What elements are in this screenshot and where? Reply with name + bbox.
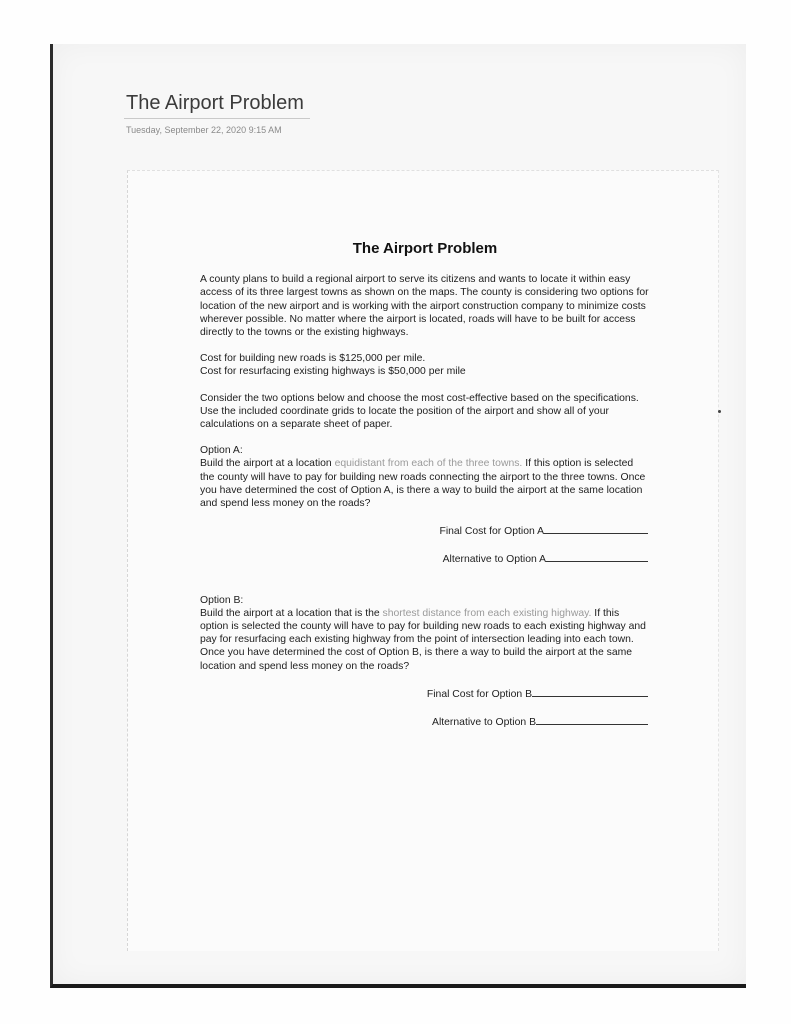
instructions-paragraph: Consider the two options below and choose the most cost-effective based on the specifications. Use the included coordinate grids to locate the position of the airport and show all of your calculations on a separate sheet of paper.	[200, 392, 639, 431]
cost-new-roads: Cost for building new roads is $125,000 per mile.	[200, 353, 426, 365]
final-cost-b-blank[interactable]	[532, 686, 648, 697]
option-b-paragraph	[200, 594, 650, 673]
alternative-a-row	[200, 551, 650, 566]
alternative-b-blank[interactable]	[536, 714, 648, 725]
page-timestamp: Tuesday, September 22, 2020 9:15 AM	[126, 125, 282, 135]
title-underline	[124, 118, 310, 119]
spacer	[200, 580, 650, 594]
document-body	[200, 242, 650, 742]
final-cost-b-row	[200, 686, 650, 701]
option-a-paragraph	[200, 444, 650, 510]
option-b-criterion: shortest distance from each existing highway.	[382, 607, 592, 619]
intro-paragraph: A county plans to build a regional airport to serve its citizens and wants to locate it within easy access of its three largest towns as shown on the maps. The county is considering two options for location of the new airport and is working with the airport construction company to minimize costs wherever possible. No matter where the airport is located, roads will have to be built for access directly to the towns or the existing highways.	[200, 274, 649, 339]
alternative-a-label: Alternative to Option A	[442, 554, 546, 566]
alternative-b-label: Alternative to Option B	[432, 717, 536, 729]
final-cost-b-label: Final Cost for Option B	[426, 688, 532, 700]
cost-block	[200, 352, 650, 378]
final-cost-a-blank[interactable]	[544, 523, 648, 534]
option-a-criterion: equidistant from each of the three towns.	[334, 458, 523, 470]
alternative-a-blank[interactable]	[546, 551, 648, 562]
cost-resurfacing: Cost for resurfacing existing highways is $50,000 per mile	[200, 366, 466, 378]
alternative-b-row	[200, 714, 650, 729]
paper-mark	[718, 410, 721, 413]
option-a-text-end: If this option is selected the county will have to pay for building new roads connecting the airport to the three towns. Once you have determined the cost of Option A, is there a way to build the airport at the same location and spend less money on the roads?	[200, 458, 646, 510]
option-a-heading: Option A:	[200, 445, 243, 457]
option-a-text-start: Build the airport at a location	[200, 458, 335, 470]
page-title: The Airport Problem	[126, 92, 304, 114]
option-b-heading: Option B:	[200, 594, 244, 606]
final-cost-a-row	[200, 523, 650, 538]
document-title: The Airport Problem	[352, 240, 498, 257]
final-cost-a-label: Final Cost for Option A	[439, 526, 544, 538]
option-b-text-end: If this option is selected the county will have to pay for building new roads to each existing highway and pay for resurfacing each existing highway from the point of intersection leading into each town. Once you have determined the cost of Option B, is there a way to build the airport at the same location and spend less money on the roads?	[200, 607, 646, 672]
option-b-text-start: Build the airport at a location that is the	[200, 607, 383, 619]
